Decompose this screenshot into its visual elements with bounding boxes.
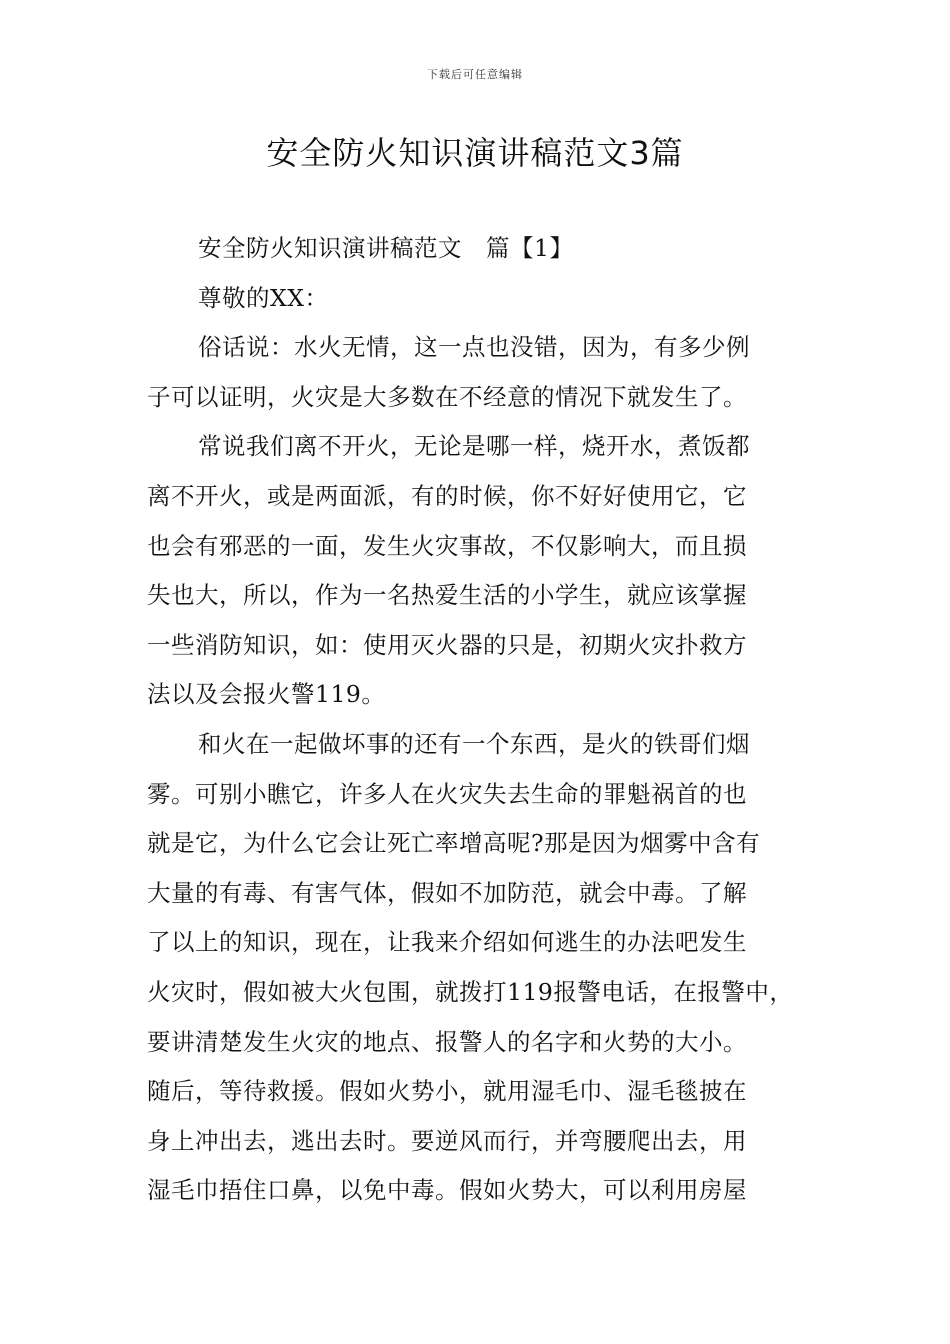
paragraph-line: 和火在一起做坏事的还有一个东西，是火的铁哥们烟 bbox=[198, 729, 750, 758]
document-body bbox=[147, 224, 807, 1216]
paragraph-line: 身上冲出去，逃出去时。要逆风而行，并弯腰爬出去，用 bbox=[147, 1126, 747, 1155]
document-title: 安全防火知识演讲稿范文3篇 bbox=[266, 134, 684, 172]
paragraph-line: 也会有邪恶的一面，发生火灾事故，不仅影响大，而且损 bbox=[147, 531, 747, 560]
paragraph-line: 雾。可别小瞧它，许多人在火灾失去生命的罪魁祸首的也 bbox=[147, 779, 747, 808]
header-note: 下载后可任意编辑 bbox=[427, 68, 523, 81]
paragraph-line: 随后，等待救援。假如火势小，就用湿毛巾、湿毛毯披在 bbox=[147, 1077, 747, 1106]
paragraph-line: 要讲清楚发生火灾的地点、报警人的名字和火势的大小。 bbox=[147, 1027, 747, 1056]
paragraph-line: 法以及会报火警119。 bbox=[147, 680, 386, 709]
section-heading: 安全防火知识演讲稿范文 篇【1】 bbox=[198, 234, 574, 262]
paragraph-line: 失也大，所以，作为一名热爱生活的小学生，就应该掌握 bbox=[147, 581, 747, 610]
paragraph-line: 一些消防知识，如：使用灭火器的只是，初期火灾扑救方 bbox=[147, 630, 747, 659]
paragraph-line: 离不开火，或是两面派，有的时候，你不好好使用它，它 bbox=[147, 481, 747, 510]
paragraph-line: 俗话说：水火无情，这一点也没错，因为，有多少例 bbox=[198, 333, 750, 362]
paragraph-line: 火灾时，假如被大火包围，就拨打119报警电话，在报警中， bbox=[147, 977, 794, 1006]
paragraph-line: 大量的有毒、有害气体，假如不加防范，就会中毒。了解 bbox=[147, 878, 747, 907]
salutation: 尊敬的XX： bbox=[198, 283, 329, 312]
paragraph-line: 了以上的知识，现在，让我来介绍如何逃生的办法吧发生 bbox=[147, 928, 747, 957]
paragraph-line: 就是它，为什么它会让死亡率增高呢?那是因为烟雾中含有 bbox=[147, 829, 761, 858]
paragraph-line: 湿毛巾捂住口鼻，以免中毒。假如火势大，可以利用房屋 bbox=[147, 1176, 747, 1205]
paragraph-line: 子可以证明，火灾是大多数在不经意的情况下就发生了。 bbox=[147, 382, 747, 411]
paragraph-line: 常说我们离不开火，无论是哪一样，烧开水，煮饭都 bbox=[198, 432, 750, 461]
